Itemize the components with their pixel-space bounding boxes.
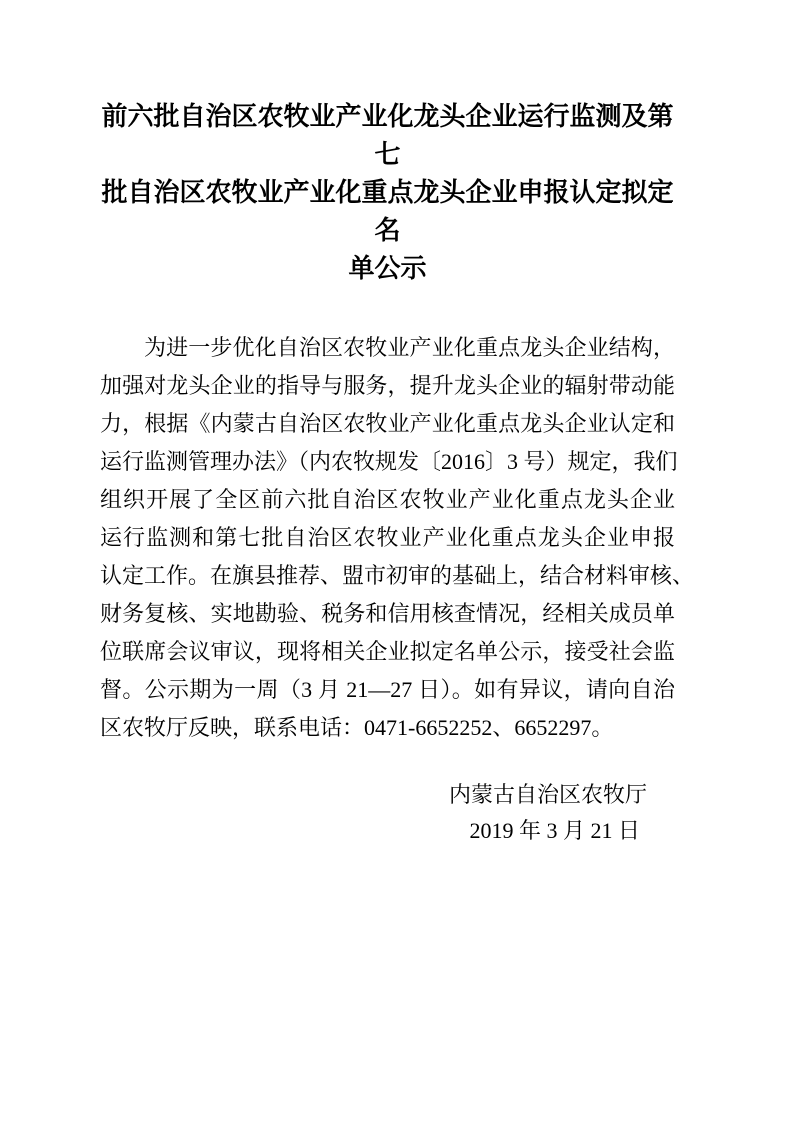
body-line: 区农牧厅反映，联系电话：0471-6652252、6652297。 [100, 715, 614, 740]
body-paragraph [100, 329, 695, 747]
signature-organization: 内蒙古自治区农牧厅 [448, 782, 647, 807]
signature-date: 2019 年 3 月 21 日 [469, 818, 640, 843]
title-line-2: 批自治区农牧业产业化重点龙头企业申报认定拟定名 [101, 177, 674, 245]
body-line: 督。公示期为一周（3 月 21—27 日）。如有异议，请向自治 [100, 677, 675, 702]
body-line: 加强对龙头企业的指导与服务，提升龙头企业的辐射带动能 [100, 373, 675, 398]
body-line: 认定工作。在旗县推荐、盟市初审的基础上，结合材料审核、 [100, 563, 695, 588]
body-line: 组织开展了全区前六批自治区农牧业产业化重点龙头企业 [100, 487, 675, 512]
body-line: 运行监测管理办法》（内农牧规发〔2016〕3 号）规定，我们 [100, 449, 678, 474]
document-content [100, 0, 695, 849]
document-title [100, 97, 675, 287]
title-line-1: 前六批自治区农牧业产业化龙头企业运行监测及第七 [101, 101, 674, 169]
body-line: 为进一步优化自治区农牧业产业化重点龙头企业结构， [144, 335, 675, 360]
body-line: 运行监测和第七批自治区农牧业产业化重点龙头企业申报 [100, 525, 675, 550]
body-line: 位联席会议审议，现将相关企业拟定名单公示，接受社会监 [100, 639, 675, 664]
body-line: 力，根据《内蒙古自治区农牧业产业化重点龙头企业认定和 [100, 411, 675, 436]
body-line: 财务复核、实地勘验、税务和信用核查情况，经相关成员单 [100, 601, 675, 626]
signature-block [100, 777, 675, 849]
title-line-3: 单公示 [348, 253, 427, 283]
